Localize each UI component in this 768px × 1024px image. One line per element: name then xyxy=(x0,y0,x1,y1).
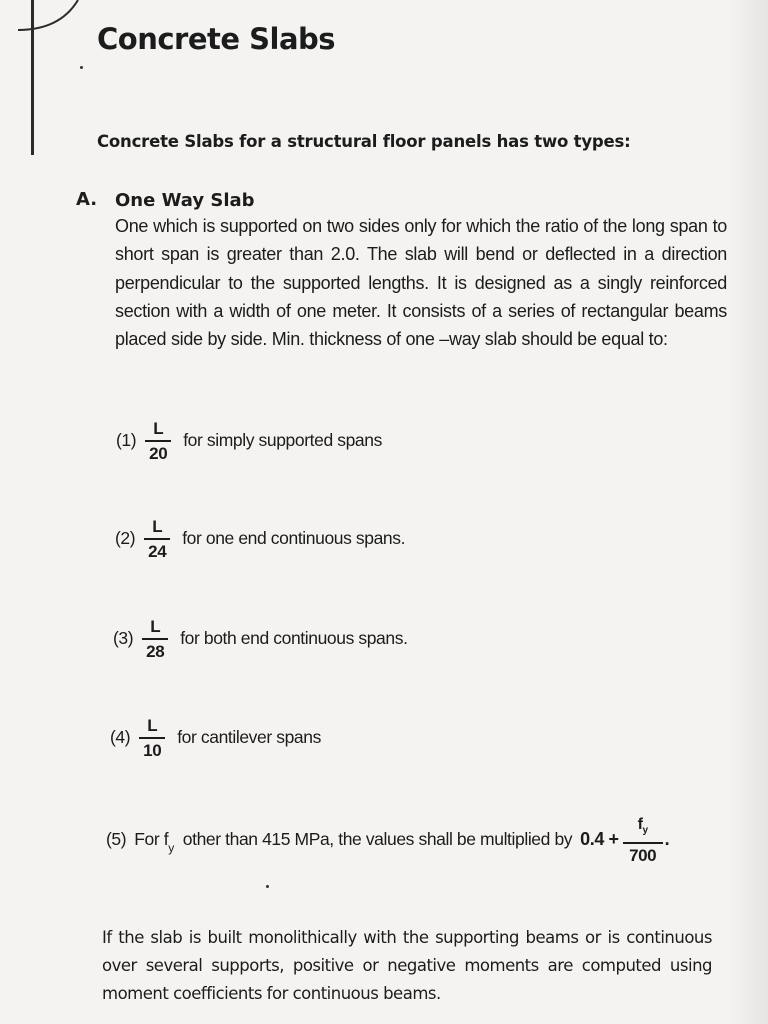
intro-statement: Concrete Slabs for a structural floor panels has two types: xyxy=(97,132,631,151)
fraction-denominator: 24 xyxy=(148,541,167,561)
fraction xyxy=(145,419,171,463)
fraction-numerator: L xyxy=(152,517,163,536)
rule-item-4 xyxy=(110,716,321,760)
corner-pen-mark xyxy=(0,0,90,40)
formula-numerator xyxy=(638,815,648,840)
fraction xyxy=(144,517,170,561)
formula-denominator: 700 xyxy=(629,845,657,865)
formula-period: . xyxy=(664,829,670,850)
formula-numerator-symbol: f xyxy=(637,816,643,833)
rule-item-5 xyxy=(106,815,669,865)
fraction-bar xyxy=(145,440,171,442)
fraction-bar xyxy=(623,842,663,844)
section-body-paragraph: One which is supported on two sides only for which the ratio of the long span to short span is greater than 2.0. The slab will bend or deflected in a direction perpendicular to the supported lengths. It is designed as a singly reinforced section with a width of one meter. It consists of a series of rectangular beams placed side by side. Min. thickness of one –way slab should be equal to: xyxy=(115,216,727,350)
rule-item-3 xyxy=(113,617,408,661)
speck-mark xyxy=(266,885,269,888)
rule-number: (3) xyxy=(113,628,134,649)
rule-number: (5) xyxy=(106,829,127,850)
fraction-numerator: L xyxy=(147,716,158,735)
rule-item-1 xyxy=(116,419,382,463)
rule-number: (1) xyxy=(116,430,137,451)
fy-subscript: y xyxy=(168,840,174,855)
fraction-numerator: L xyxy=(153,419,164,438)
rule-item-2 xyxy=(115,517,405,561)
rule-text-main: other than 415 MPa, the values shall be multiplied by xyxy=(182,829,573,850)
rule-description: for simply supported spans xyxy=(183,430,382,451)
formula-numerator-subscript: y xyxy=(642,825,648,837)
page-title: Concrete Slabs xyxy=(97,22,336,56)
page-edge-shadow xyxy=(728,0,768,1024)
speck-mark xyxy=(80,66,83,69)
rule-description: for cantilever spans xyxy=(177,727,321,748)
fraction-bar xyxy=(142,638,168,640)
fraction xyxy=(139,716,165,760)
fraction-numerator: L xyxy=(150,617,161,636)
formula-fraction xyxy=(623,815,663,865)
rule-description: for one end continuous spans. xyxy=(182,528,406,549)
formula-constant: 0.4 + xyxy=(580,829,619,850)
closing-paragraph: If the slab is built monolithically with the supporting beams or is continuous over several supports, positive or negative moments are computed using moment coefficients for continuous beams. xyxy=(102,928,712,1003)
multiplier-formula xyxy=(580,815,669,865)
rule-description: for both end continuous spans. xyxy=(180,628,408,649)
section-letter: A. xyxy=(76,189,98,210)
section-heading: One Way Slab xyxy=(115,190,255,211)
fraction-denominator: 20 xyxy=(149,443,168,463)
fraction-denominator: 10 xyxy=(143,740,162,760)
rule-text-prefix: For f xyxy=(134,829,169,850)
fraction-bar xyxy=(144,538,170,540)
fraction-bar xyxy=(139,737,165,739)
rule-number: (4) xyxy=(110,727,131,748)
rule-number: (2) xyxy=(115,528,136,549)
fraction xyxy=(142,617,168,661)
fraction-denominator: 28 xyxy=(146,641,165,661)
